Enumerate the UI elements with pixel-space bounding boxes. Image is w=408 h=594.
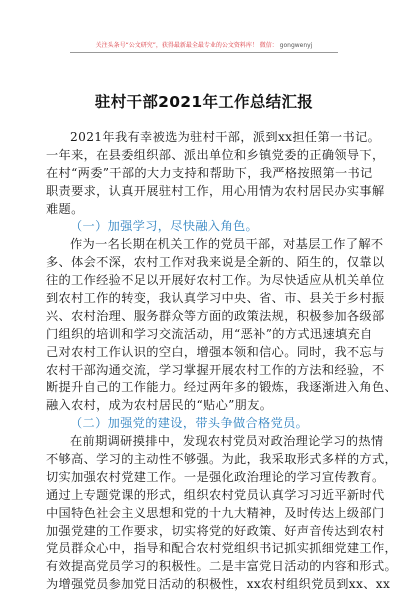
paragraph-line: 农村干部沟通交流，学习掌握开展农村工作的方法和经验，不 <box>46 362 385 377</box>
paragraph-line: 作为一名长期在机关工作的党员干部，对基层工作了解不 <box>70 237 384 252</box>
paragraph-line: 多、体会不深，农村工作对我来说是全新的、陌生的，仅靠以 <box>46 255 385 270</box>
paragraph-line: 加强党建的工作要求，切实将党的好政策、好声音传达到农村 <box>46 523 385 538</box>
header-divider <box>70 52 338 53</box>
paragraph-line: 2021年我有幸被选为驻村干部，派到xx担任第一书记。 <box>70 130 381 144</box>
section-heading: （一）加强学习，尽快融入角色。 <box>70 219 259 234</box>
section-heading: （二）加强党的建设，带头争做合格党员。 <box>70 416 309 431</box>
paragraph-line: 融入农村，成为农村居民的“贴心”朋友。 <box>46 398 273 413</box>
paragraph-line: 党员群众心中，指导和配合农村党组织书记抓实抓细党建工作， <box>46 541 398 556</box>
paragraph-line: 通过上专题党课的形式，组织农村党员认真学习习近平新时代 <box>46 487 385 502</box>
paragraph-line: 为增强党员参加党日活动的积极性，xx农村组织党员到xx、xx <box>46 577 391 592</box>
paragraph-line: 切实加强农村党建工作。一是强化政治理论的学习宣传教育。 <box>46 469 385 484</box>
banner-text: 关注头条号“公文研究”，获得最新最全最专业的公文资料库！ 微信： <box>95 42 278 49</box>
paragraph-line: 有效提高党员学习的积极性。二是丰富党日活动的内容和形式。 <box>46 559 398 574</box>
paragraph-line: 难题。 <box>46 201 84 216</box>
paragraph-line: 往的工作经验不足以开展好农村工作。为尽快适应从机关单位 <box>46 273 385 288</box>
paragraph-line: 门组织的培训和学习交流活动，用“恶补”的方式迅速填充自 <box>46 326 373 341</box>
paragraph-line: 不够高、学习的主动性不够强。为此，我采取形式多样的方式， <box>46 452 398 467</box>
header-banner <box>0 40 408 49</box>
paragraph-line: 在村“两委”干部的大力支持和帮助下，我严格按照第一书记 <box>46 165 373 180</box>
paragraph-line: 一年来，在县委组织部、派出单位和乡镇党委的正确领导下， <box>46 147 385 162</box>
paragraph-line: 己对农村工作认识的空白，增强本领和信心。同时，我不忘与 <box>46 344 385 359</box>
paragraph-line: 断提升自己的工作能力。经过两年多的锻炼，我逐渐进入角色、 <box>46 380 398 395</box>
banner-wechat-id: gongwenyj <box>279 42 313 49</box>
document-title: 驻村干部2021年工作总结汇报 <box>94 93 314 111</box>
document-body <box>46 129 398 594</box>
paragraph-line: 职责要求，认真开展驻村工作，用心用情为农村居民办实事解 <box>46 183 385 198</box>
paragraph-line: 在前期调研摸排中，发现农村党员对政治理论学习的热情 <box>70 434 384 449</box>
paragraph-line: 中国特色社会主义思想和党的十九大精神，及时传达上级部门 <box>46 505 385 520</box>
paragraph-line: 到农村工作的转变，我认真学习中央、省、市、县关于乡村振 <box>46 291 385 306</box>
paragraph-line: 兴、农村治理、服务群众等方面的政策法规，积极参加各级部 <box>46 308 385 323</box>
